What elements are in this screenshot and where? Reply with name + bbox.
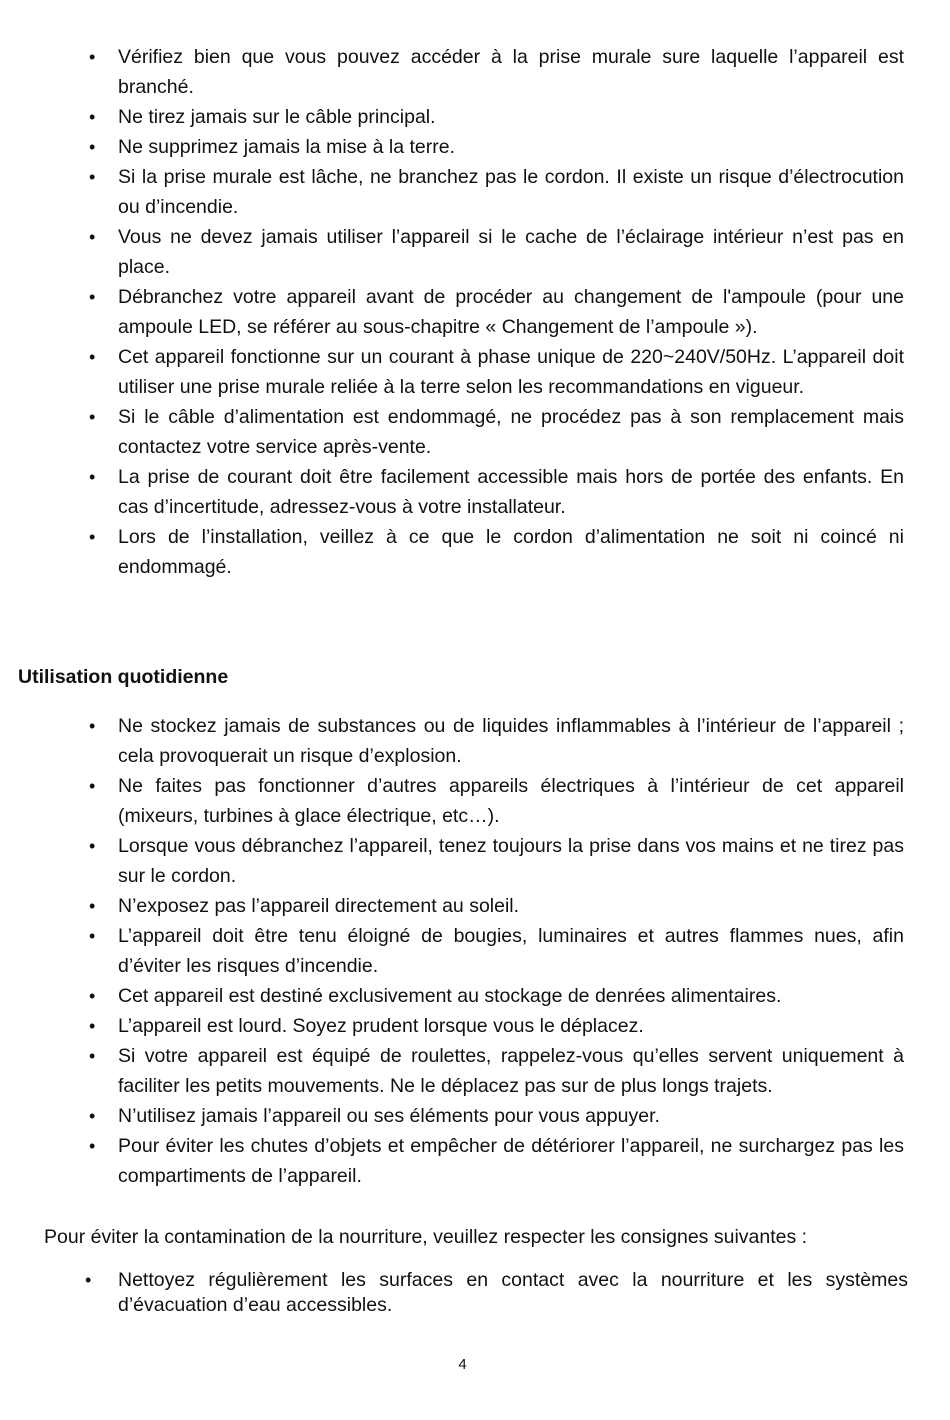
- bullet-icon: •: [89, 836, 96, 856]
- list-item-text: Si le câble d’alimentation est endommagé, ne procédez pas à son remplacement mais contactez votre service après-vente.: [118, 406, 904, 458]
- contamination-paragraph: Pour éviter la contamination de la nourriture, veuillez respecter les consignes suivantes :: [44, 1226, 808, 1248]
- list-item-text: Si votre appareil est équipé de roulettes, rappelez-vous qu’elles servent uniquement à faciliter les petits mouvements. Ne le déplacez pas sur de plus longs trajets.: [118, 1045, 904, 1097]
- list-item: [89, 402, 904, 462]
- bullet-icon: •: [89, 1136, 96, 1156]
- list-item-text: La prise de courant doit être facilement accessible mais hors de portée des enfants. En cas d’incertitude, adressez-vous à votre installateur.: [118, 466, 904, 518]
- list-item-text: Ne stockez jamais de substances ou de liquides inflammables à l’intérieur de l’appareil ; cela provoquerait un risque d’explosion.: [118, 715, 904, 767]
- bullet-icon: •: [89, 167, 96, 187]
- bullet-icon: •: [89, 347, 96, 367]
- list-item-text: N’exposez pas l’appareil directement au soleil.: [118, 895, 520, 917]
- bullet-icon: •: [89, 1016, 96, 1036]
- safety-bullet-list: [89, 42, 904, 582]
- list-item-text: L’appareil doit être tenu éloigné de bougies, luminaires et autres flammes nues, afin d’éviter les risques d’incendie.: [118, 925, 904, 977]
- list-item: [89, 462, 904, 522]
- bullet-icon: •: [89, 137, 96, 157]
- list-item-text: Ne faites pas fonctionner d’autres appareils électriques à l’intérieur de cet appareil (mixeurs, turbines à glace électrique, etc…).: [118, 775, 904, 827]
- section-heading: Utilisation quotidienne: [18, 666, 229, 688]
- daily-use-bullet-list: [89, 711, 904, 1191]
- list-item: [89, 981, 904, 1011]
- bullet-icon: •: [89, 986, 96, 1006]
- list-item-text: Cet appareil est destiné exclusivement au stockage de denrées alimentaires.: [118, 985, 782, 1007]
- bullet-icon: •: [89, 47, 96, 67]
- list-item: [89, 282, 904, 342]
- list-item-text: L’appareil est lourd. Soyez prudent lorsque vous le déplacez.: [118, 1015, 644, 1037]
- bullet-icon: •: [89, 926, 96, 946]
- contamination-bullet-list: [85, 1268, 908, 1318]
- list-item-text: Lors de l’installation, veillez à ce que le cordon d’alimentation ne soit ni coincé ni endommagé.: [118, 526, 904, 578]
- list-item-text: Ne supprimez jamais la mise à la terre.: [118, 136, 456, 158]
- list-item: [85, 1268, 908, 1318]
- bullet-icon: •: [89, 776, 96, 796]
- page-number: 4: [458, 1356, 467, 1373]
- list-item-text: N’utilisez jamais l’appareil ou ses éléments pour vous appuyer.: [118, 1105, 660, 1127]
- list-item: [89, 711, 904, 771]
- bullet-icon: •: [89, 287, 96, 307]
- list-item-text: Lorsque vous débranchez l’appareil, tenez toujours la prise dans vos mains et ne tirez pas sur le cordon.: [118, 835, 904, 887]
- list-item: [89, 1011, 904, 1041]
- list-item: [89, 132, 904, 162]
- list-item: [89, 1131, 904, 1191]
- list-item-text: Nettoyez régulièrement les surfaces en contact avec la nourriture et les systèmes d’évacuation d’eau accessibles.: [118, 1269, 908, 1316]
- list-item: [89, 771, 904, 831]
- list-item: [89, 342, 904, 402]
- list-item: [89, 1101, 904, 1131]
- bullet-icon: •: [89, 227, 96, 247]
- list-item-text: Vérifiez bien que vous pouvez accéder à la prise murale sure laquelle l’appareil est branché.: [118, 46, 904, 98]
- list-item: [89, 522, 904, 582]
- list-item-text: Pour éviter les chutes d’objets et empêcher de détériorer l’appareil, ne surchargez pas les compartiments de l’appareil.: [118, 1135, 904, 1187]
- bullet-icon: •: [89, 1046, 96, 1066]
- list-item-text: Cet appareil fonctionne sur un courant à phase unique de 220~240V/50Hz. L’appareil doit utiliser une prise murale reliée à la terre selon les recommandations en vigueur.: [118, 346, 904, 398]
- bullet-icon: •: [89, 107, 96, 127]
- bullet-icon: •: [89, 1106, 96, 1126]
- list-item: [89, 1041, 904, 1101]
- list-item: [89, 891, 904, 921]
- list-item: [89, 102, 904, 132]
- list-item-text: Débranchez votre appareil avant de procéder au changement de l'ampoule (pour une ampoule LED, se référer au sous-chapitre « Changement de l’ampoule »).: [118, 286, 904, 338]
- list-item-text: Ne tirez jamais sur le câble principal.: [118, 106, 436, 128]
- list-item: [89, 921, 904, 981]
- list-item-text: Vous ne devez jamais utiliser l’appareil si le cache de l’éclairage intérieur n’est pas en place.: [118, 226, 904, 278]
- bullet-icon: •: [89, 467, 96, 487]
- list-item: [89, 42, 904, 102]
- list-item: [89, 831, 904, 891]
- bullet-icon: •: [89, 407, 96, 427]
- list-item: [89, 162, 904, 222]
- bullet-icon: •: [85, 1270, 92, 1290]
- bullet-icon: •: [89, 716, 96, 736]
- bullet-icon: •: [89, 896, 96, 916]
- list-item: [89, 222, 904, 282]
- list-item-text: Si la prise murale est lâche, ne branchez pas le cordon. Il existe un risque d’électrocution ou d’incendie.: [118, 166, 904, 218]
- bullet-icon: •: [89, 527, 96, 547]
